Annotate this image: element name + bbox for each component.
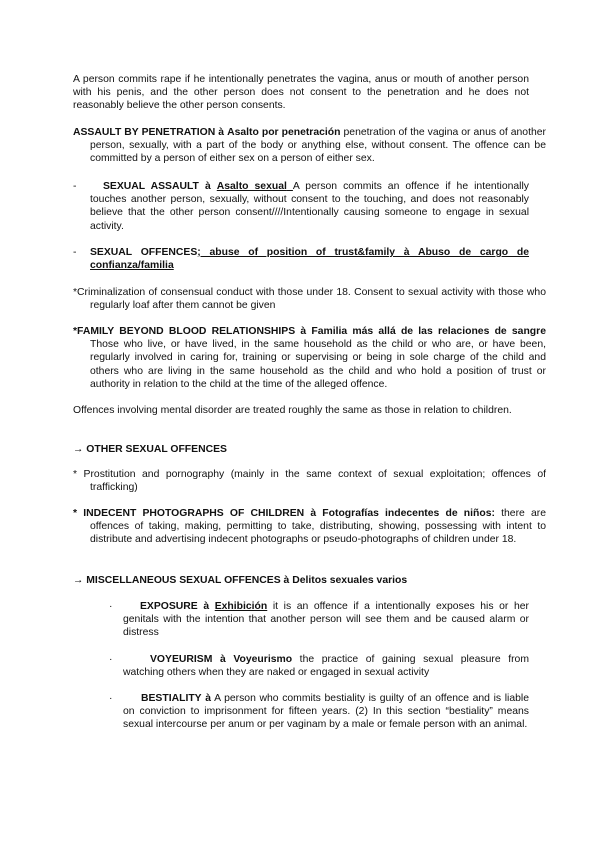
exposure-title: EXPOSURE xyxy=(140,601,198,612)
mental-disorder-note xyxy=(73,404,546,417)
other-offences-title: → OTHER SEXUAL OFFENCES xyxy=(73,444,227,455)
sexual-assault-item xyxy=(73,180,529,233)
dot-bullet: · xyxy=(109,654,113,665)
prostitution-note xyxy=(73,468,546,494)
other-offences-heading xyxy=(73,443,529,456)
indecent-photographs xyxy=(73,507,546,547)
exposure-spanish: Exhibición xyxy=(214,601,268,612)
indecent-photographs-title: * INDECENT PHOTOGRAPHS OF CHILDREN xyxy=(73,508,305,519)
arrow-right-icon: → xyxy=(73,575,84,586)
arrow-glyph: à xyxy=(283,575,290,586)
exposure-text: it is an offence if a intentionally exposes his or her genitals with the intention that another person will see them and be caused alarm or distress xyxy=(123,601,529,639)
sexual-assault-text: A person commits an offence if he intentionally touches another person, sexually, without consent to the touching, and does not reasonably believe that the other person consent////Intentionally causing someone to engage in sexual activity. xyxy=(90,181,529,232)
voyeurism-title: VOYEURISM xyxy=(150,654,213,665)
arrow-glyph: à xyxy=(203,601,210,612)
sexual-offences-subtitle: ; abuse of position of trust&family à Abuso de cargo de confianza/familia xyxy=(90,247,530,272)
criminalization-text: *Criminalization of consensual conduct with those under 18. Consent to sexual activity with those who regularly loaf after them cannot be given xyxy=(73,287,546,312)
voyeurism-body xyxy=(123,653,529,679)
bestiality-item xyxy=(109,692,529,732)
arrow-glyph: à xyxy=(300,326,307,337)
sexual-offences-item xyxy=(73,246,529,272)
dot-bullet: · xyxy=(109,693,113,704)
indecent-photographs-text: there are offences of taking, making, permitting to take, distributing, showing, possessing with intent to distribute and advertising indecent photographs or pseudo-photographs of children under 18. xyxy=(90,508,547,546)
exposure-item xyxy=(109,600,529,640)
misc-offences-spanish: Delitos sexuales varios xyxy=(292,575,408,586)
mental-disorder-text: Offences involving mental disorder are treated roughly the same as those in relation to children. xyxy=(73,405,512,416)
rape-definition xyxy=(73,73,529,113)
dash-bullet: - xyxy=(73,181,77,192)
misc-offences-title: MISCELLANEOUS SEXUAL OFFENCES xyxy=(86,575,281,586)
assault-penetration-text: penetration of the vagina or anus of another person, sexually, with a part of the body or anything else, without consent. The offence can be committed by a person of either sex on a person of either sex. xyxy=(90,127,546,165)
assault-penetration-spanish: Asalto por penetración xyxy=(227,127,341,138)
sexual-assault-title: SEXUAL ASSAULT xyxy=(103,181,199,192)
arrow-glyph: à xyxy=(205,693,212,704)
criminalization-note xyxy=(73,286,546,312)
misc-offences-heading xyxy=(73,574,529,587)
assault-penetration-title: ASSAULT BY PENETRATION xyxy=(73,127,216,138)
voyeurism-text: the practice of gaining sexual pleasure from watching others when they are naked or engaged in sexual activity xyxy=(123,654,529,679)
indecent-photographs-spanish: Fotografías indecentes de niños: xyxy=(322,508,495,519)
prostitution-text: * Prostitution and pornography (mainly in the same context of sexual exploitation; offences of trafficking) xyxy=(73,469,546,494)
dot-bullet: · xyxy=(109,601,113,612)
assault-by-penetration xyxy=(73,126,546,166)
sexual-assault-spanish: Asalto sexual xyxy=(216,181,287,192)
bestiality-body xyxy=(123,692,529,732)
voyeurism-spanish: Voyeurismo xyxy=(233,654,293,665)
bestiality-text: A person who commits bestiality is guilty of an offence and is liable on conviction to imprisonment for fifteen years. (2) In this section “bestiality” means sexual intercourse per anum or per vaginam by a male or female person with an animal. xyxy=(123,693,529,731)
exposure-body xyxy=(123,600,529,640)
rape-definition-text: A person commits rape if he intentionally penetrates the vagina, anus or mouth of another person with his penis, and the other person does not consent to the penetration and he does not reasonably believe the other person consents. xyxy=(73,74,529,112)
family-title: *FAMILY BEYOND BLOOD RELATIONSHIPS xyxy=(73,326,296,337)
sexual-assault-body xyxy=(73,180,529,233)
family-spanish: Familia más allá de las relaciones de sangre xyxy=(311,326,546,337)
sexual-offences-body xyxy=(73,246,529,272)
arrow-glyph: à xyxy=(310,508,317,519)
arrow-glyph: à xyxy=(219,654,226,665)
voyeurism-item xyxy=(109,653,529,679)
family-text: Those who live, or have lived, in the same household as the child or who are, or have been, regularly involved in caring for, training or supervising or being in sole charge of the child and others who are living in the same household as the child and who hold a position of trust or authority in relation to the child at the time of the alleged offence. xyxy=(90,339,546,390)
sexual-offences-title: SEXUAL OFFENCES xyxy=(90,247,198,258)
dash-bullet: - xyxy=(73,247,77,258)
arrow-glyph: à xyxy=(218,127,225,138)
arrow-glyph: à xyxy=(204,181,211,192)
bestiality-title: BESTIALITY xyxy=(141,693,202,704)
family-relationships xyxy=(73,325,546,391)
